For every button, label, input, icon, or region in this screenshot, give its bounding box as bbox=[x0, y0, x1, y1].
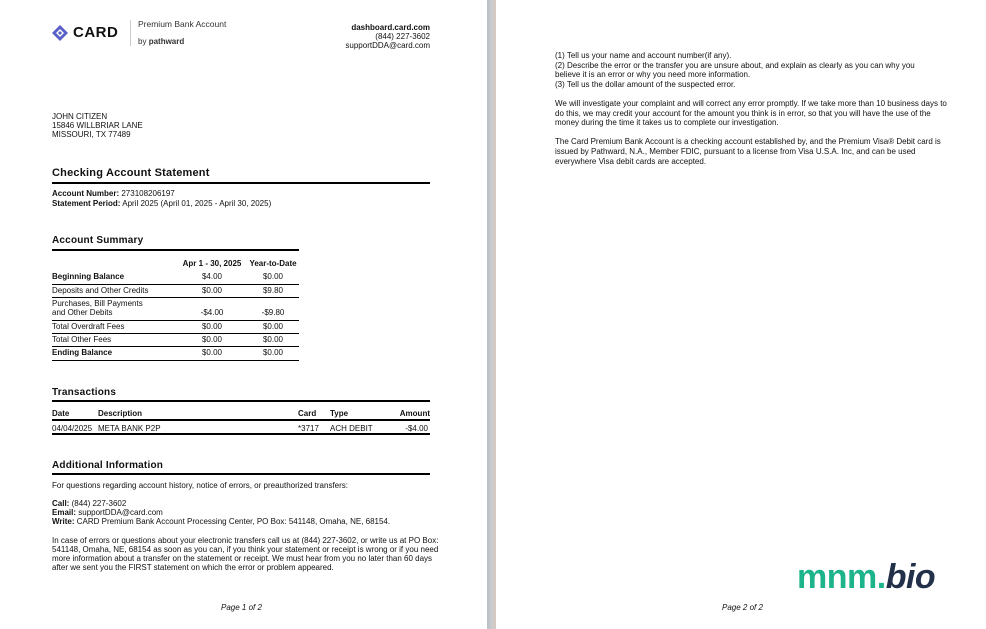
errors-paragraph bbox=[52, 536, 438, 572]
text: $0.00 bbox=[201, 322, 223, 331]
diamond-logo-icon bbox=[52, 25, 68, 41]
divider bbox=[52, 346, 299, 347]
phone: (844) 227-3602 bbox=[375, 32, 430, 41]
text: (1) Tell us your name and account number(if any). bbox=[555, 51, 732, 60]
account-number-row bbox=[52, 189, 175, 198]
address-line: 15846 WILLBRIAR LANE bbox=[52, 121, 143, 130]
statement-page-2 bbox=[496, 0, 986, 629]
text: CARD Premium Bank Account Processing Center, PO Box: 541148, Omaha, NE, 68154. bbox=[76, 517, 391, 526]
contact-block bbox=[345, 23, 430, 50]
summary-row bbox=[52, 348, 299, 357]
text: everywhere Visa debit cards are accepted. bbox=[555, 156, 707, 166]
summary-row bbox=[52, 335, 299, 344]
statement-page-1 bbox=[0, 0, 487, 629]
account-summary-title: Account Summary bbox=[52, 235, 144, 246]
statement-period: April 2025 (April 01, 2025 - April 30, 2025) bbox=[122, 199, 272, 208]
text: bio bbox=[885, 558, 936, 596]
text: Card bbox=[298, 409, 317, 418]
column-header: Year-to-Date bbox=[249, 259, 297, 268]
text: -$9.80 bbox=[261, 308, 285, 317]
by-text: by bbox=[138, 37, 147, 46]
write-row bbox=[52, 517, 390, 526]
text: (2) Describe the error or the transfer you are unsure about, and explain as clearly as you can why you bbox=[555, 60, 915, 70]
divider bbox=[52, 284, 299, 285]
summary-row bbox=[52, 308, 299, 317]
address-line: JOHN CITIZEN bbox=[52, 112, 108, 121]
text: money during the time it takes us to complete our investigation. bbox=[555, 118, 779, 128]
text: mnm. bbox=[797, 558, 886, 596]
text: $9.80 bbox=[262, 286, 284, 295]
text: *3717 bbox=[298, 424, 319, 433]
text: issued by Pathward, N.A., Member FDIC, pursuant to a license from Visa U.S.A. Inc, and can be used bbox=[555, 146, 916, 156]
text: Type bbox=[330, 409, 349, 418]
divider bbox=[52, 182, 430, 184]
email[interactable]: supportDDA@card.com bbox=[345, 41, 430, 50]
product-name: Premium Bank Account bbox=[138, 19, 227, 29]
website[interactable]: dashboard.card.com bbox=[351, 23, 430, 32]
text: Ending Balance bbox=[52, 348, 113, 357]
text: META BANK P2P bbox=[98, 424, 161, 433]
text: Total Overdraft Fees bbox=[52, 322, 125, 331]
text: after we sent you the FIRST statement on which the error or problem appeared. bbox=[52, 563, 334, 572]
text: and Other Debits bbox=[52, 308, 113, 317]
summary-row bbox=[52, 272, 299, 281]
watermark-logo bbox=[797, 558, 935, 596]
text: $0.00 bbox=[262, 272, 284, 281]
text: Write: bbox=[52, 517, 75, 526]
page2-text bbox=[555, 51, 947, 166]
text: The Card Premium Bank Account is a checking account established by, and the Premium Visa® Debit card is bbox=[555, 137, 941, 147]
text: Deposits and Other Credits bbox=[52, 286, 149, 295]
divider bbox=[52, 360, 299, 361]
text: $0.00 bbox=[201, 348, 223, 357]
additional-info-title: Additional Information bbox=[52, 460, 164, 471]
text: Beginning Balance bbox=[52, 272, 125, 281]
mailing-address bbox=[52, 112, 143, 139]
account-number: 273108206197 bbox=[121, 189, 175, 198]
email-row bbox=[52, 508, 163, 517]
text: Amount bbox=[399, 409, 430, 418]
text: In case of errors or questions about your electronic transfers call us at (844) 227-3602, or write us at PO Box: bbox=[52, 536, 439, 545]
text: do this, we may credit your account for the amount you think is in error, so that you will have the use of the bbox=[555, 108, 931, 118]
label: Account Number: bbox=[52, 189, 120, 198]
partner-name: pathward bbox=[148, 37, 185, 46]
divider bbox=[52, 433, 430, 435]
divider bbox=[52, 419, 430, 421]
text: Date bbox=[52, 409, 70, 418]
text: $4.00 bbox=[201, 272, 223, 281]
brand-name: CARD bbox=[73, 24, 119, 41]
text: Purchases, Bill Payments bbox=[52, 299, 143, 308]
text: We will investigate your complaint and will correct any error promptly. If we take more than 10 business days to bbox=[555, 98, 947, 108]
divider bbox=[52, 320, 299, 321]
text: (3) Tell us the dollar amount of the suspected error. bbox=[555, 79, 736, 89]
label: Statement Period: bbox=[52, 199, 121, 208]
text: Total Other Fees bbox=[52, 335, 112, 344]
text: -$4.00 bbox=[200, 308, 224, 317]
statement-title: Checking Account Statement bbox=[52, 167, 210, 179]
partner-logo bbox=[138, 37, 184, 46]
divider bbox=[52, 333, 299, 334]
address-line: MISSOURI, TX 77489 bbox=[52, 130, 131, 139]
text: 541148, Omaha, NE, 68154 as soon as you can, if you think your statement or receipt is wrong or if you need bbox=[52, 545, 439, 554]
summary-row bbox=[52, 322, 299, 331]
text: Description bbox=[98, 409, 143, 418]
statement-period-row bbox=[52, 199, 271, 208]
page-number: Page 1 of 2 bbox=[221, 603, 262, 612]
page-number: Page 2 of 2 bbox=[722, 603, 763, 612]
intro-text: For questions regarding account history, notice of errors, or preauthorized transfers: bbox=[52, 481, 348, 490]
text: 04/04/2025 bbox=[52, 424, 93, 433]
divider bbox=[52, 297, 299, 298]
text: Email: bbox=[52, 508, 77, 517]
text: (844) 227-3602 bbox=[71, 499, 127, 508]
text: supportDDA@card.com bbox=[78, 508, 163, 517]
text: $0.00 bbox=[201, 335, 223, 344]
logo-divider bbox=[130, 20, 131, 46]
transactions-title: Transactions bbox=[52, 387, 117, 398]
text: $0.00 bbox=[262, 322, 284, 331]
column-header: Apr 1 - 30, 2025 bbox=[182, 259, 242, 268]
summary-header bbox=[52, 259, 299, 268]
summary-row bbox=[52, 286, 299, 295]
text: $0.00 bbox=[201, 286, 223, 295]
text: Call: bbox=[52, 499, 70, 508]
text: $0.00 bbox=[262, 335, 284, 344]
text: $0.00 bbox=[262, 348, 284, 357]
text: more information about a transfer on the statement or receipt. We must hear from you no later than 60 days bbox=[52, 554, 433, 563]
text: believe it is an error or why you need more information. bbox=[555, 70, 751, 80]
text: -$4.00 bbox=[405, 424, 428, 433]
divider bbox=[52, 400, 430, 402]
card-logo bbox=[52, 25, 118, 41]
text: ACH DEBIT bbox=[330, 424, 373, 433]
call-row bbox=[52, 499, 126, 508]
divider bbox=[52, 473, 430, 475]
divider bbox=[52, 249, 299, 251]
page-gutter bbox=[487, 0, 496, 629]
